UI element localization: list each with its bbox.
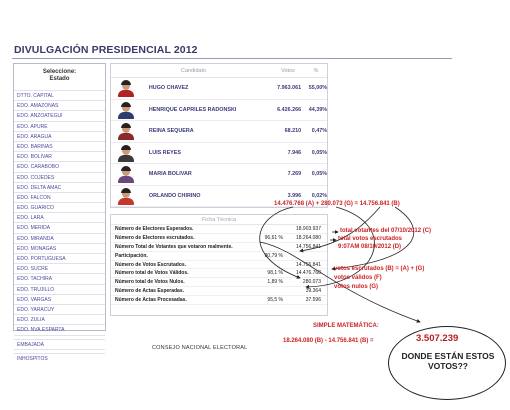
technical-sheet-row <box>111 252 327 261</box>
sidebar-item-state[interactable]: EDO. BARINAS <box>14 141 105 151</box>
sidebar-item-state[interactable]: EDO. CARABOBO <box>14 161 105 171</box>
sidebar-item-state[interactable]: EDO. COJEDES <box>14 172 105 182</box>
sidebar-item-state[interactable]: EDO. FALCON <box>14 192 105 202</box>
candidate-percent: 0,05% <box>311 149 327 156</box>
page-title: DIVULGACIÓN PRESIDENCIAL 2012 <box>14 44 198 56</box>
technical-sheet-value: 18.264.080 <box>295 234 321 241</box>
candidate-votes: 6.426.266 <box>277 106 302 113</box>
candidate-percent: 0,47% <box>311 128 327 135</box>
sidebar-item-state[interactable]: EDO. BOLIVAR <box>14 151 105 161</box>
technical-sheet-row <box>111 234 327 243</box>
candidate-photo <box>117 187 135 205</box>
annotation-formula-top: 14.476.768 (A) + 280.073 (G) = 14.756.841 (B) <box>274 201 400 207</box>
candidate-votes: 68.210 <box>284 128 302 135</box>
technical-sheet-label: Número de Electores Esperados. <box>115 225 194 232</box>
technical-sheet-pct: 95,5 % <box>267 297 283 304</box>
sidebar-item-state[interactable]: EDO. SUCRE <box>14 263 105 273</box>
candidate-percent: 0,05% <box>311 171 327 178</box>
sidebar-item-state[interactable]: EDO. YARACUY <box>14 304 105 314</box>
candidate-table-header <box>111 64 327 78</box>
sidebar-item-state[interactable]: EDO. MERIDA <box>14 222 105 232</box>
technical-sheet-value: 14.476.768 <box>295 270 321 277</box>
annotation-timestamp: 9:07AM 08/10/2012 (D) <box>338 244 402 250</box>
technical-sheet-label: Número Total de Votantes que votaron realmente. <box>115 243 233 250</box>
technical-sheet-value: 14.756.841 <box>295 261 321 268</box>
sidebar-item-state[interactable]: EDO. TACHIRA <box>14 273 105 283</box>
technical-sheet-value: 18.903.937 <box>295 225 321 232</box>
technical-sheet-label: Número de Votos Escrutados. <box>115 261 187 268</box>
technical-sheet-value: 14.756.841 <box>295 243 321 250</box>
candidate-photo <box>117 144 135 162</box>
candidate-votes: 7.269 <box>287 171 302 178</box>
technical-sheet-row <box>111 243 327 252</box>
state-sidebar <box>13 63 106 362</box>
candidate-name: REINA SEQUERA <box>148 128 194 135</box>
technical-sheet-row <box>111 287 327 296</box>
sidebar-item-state[interactable]: EDO. PORTUGUESA <box>14 253 105 263</box>
sidebar-item-state[interactable]: EDO. APURE <box>14 121 105 131</box>
candidate-percent: 44,39% <box>308 106 327 113</box>
candidate-name: LUIS REYES <box>148 149 181 156</box>
technical-sheet-label: Número total de Votos Válidos. <box>115 270 189 277</box>
sidebar-item-list <box>14 90 105 363</box>
header-candidate: Candidato <box>181 67 207 74</box>
technical-sheet <box>110 214 328 316</box>
technical-sheet-row <box>111 225 327 234</box>
sidebar-item-state[interactable]: EDO. ZULIA <box>14 314 105 324</box>
sidebar-item-state[interactable]: EDO. TRUJILLO <box>14 284 105 294</box>
technical-sheet-value: 280.073 <box>302 279 321 286</box>
candidate-results-table <box>110 63 328 208</box>
candidate-name: MARIA BOLIVAR <box>148 171 192 178</box>
technical-sheet-pct: 80,79 % <box>264 252 283 259</box>
candidate-row <box>111 100 327 122</box>
sidebar-item-state[interactable]: EDO. DELTA AMAC <box>14 182 105 192</box>
technical-sheet-rows <box>111 225 327 305</box>
technical-sheet-label: Número de Actas Procesadas. <box>115 297 187 304</box>
sidebar-item-state[interactable]: EDO. AMAZONAS <box>14 100 105 110</box>
technical-sheet-label: Número total de Votos Nulos. <box>115 279 185 286</box>
annotation-result: 3.507.239 <box>416 333 459 344</box>
technical-sheet-pct: 98,1 % <box>267 270 283 277</box>
annotation-total-escrutados: total votos escrutados <box>338 236 403 242</box>
candidate-rows <box>111 78 327 207</box>
candidate-name: HUGO CHAVEZ <box>148 85 189 92</box>
technical-sheet-pct: 96,61 % <box>264 234 283 241</box>
candidate-percent: 55,00% <box>308 85 327 92</box>
sidebar-item-extra[interactable]: INHOSPITOS <box>14 353 105 363</box>
technical-sheet-row <box>111 278 327 287</box>
candidate-row <box>111 121 327 143</box>
technical-sheet-label: Número de Electores escrutados. <box>115 234 195 241</box>
annotation-question: DONDE ESTÁN ESTOS VOTOS?? <box>401 351 495 371</box>
footer-credit: CONSEJO NACIONAL ELECTORAL <box>152 345 248 351</box>
technical-sheet-row <box>111 269 327 278</box>
title-divider <box>12 58 452 59</box>
sidebar-item-state[interactable]: EDO. NVA.ESPARTA <box>14 324 105 334</box>
candidate-photo <box>117 165 135 183</box>
sidebar-item-state[interactable]: EDO. ANZOATEGUI <box>14 110 105 120</box>
header-percent: % <box>313 67 319 74</box>
annotation-votos-escrutados: votos escrutados (B) = (A) + (G) <box>334 266 425 272</box>
candidate-votes: 3.996 <box>287 192 302 199</box>
sidebar-item-state[interactable]: EDO. ARAGUA <box>14 131 105 141</box>
candidate-name: HENRIQUE CAPRILES RADONSKI <box>148 106 237 113</box>
technical-sheet-row <box>111 261 327 270</box>
sidebar-item-state[interactable]: EDO. LARA <box>14 212 105 222</box>
technical-sheet-label: Participación. <box>115 252 148 259</box>
candidate-photo <box>117 79 135 97</box>
sidebar-item-state[interactable]: EDO. MONAGAS <box>14 243 105 253</box>
candidate-row <box>111 143 327 165</box>
technical-sheet-title: Ficha Técnica <box>111 215 327 225</box>
technical-sheet-row <box>111 296 327 305</box>
sidebar-item-extra[interactable]: EMBAJADA <box>14 339 105 349</box>
candidate-percent: 0,02% <box>311 192 327 199</box>
sidebar-heading-line2: Estado <box>49 76 70 82</box>
sidebar-item-state[interactable]: EDO. MIRANDA <box>14 233 105 243</box>
sidebar-item-state[interactable]: DTTO. CAPITAL <box>14 90 105 100</box>
annotation-simple-math: SIMPLE MATEMÁTICA: <box>313 323 379 329</box>
technical-sheet-label: Número de Actas Esperadas. <box>115 288 185 295</box>
sidebar-heading-line1: Seleccione: <box>42 69 77 75</box>
candidate-row <box>111 164 327 186</box>
sidebar-heading <box>14 64 105 90</box>
candidate-votes: 7.946 <box>287 149 302 156</box>
candidate-name: ORLANDO CHIRINO <box>148 192 201 199</box>
candidate-row <box>111 78 327 100</box>
annotation-total-votantes: total votantes del 07/10/2012 (C) <box>340 228 432 234</box>
candidate-votes: 7.963.061 <box>277 85 302 92</box>
technical-sheet-value: 39.364 <box>305 288 321 295</box>
technical-sheet-value: 37.596 <box>305 297 321 304</box>
header-votes: Votos <box>281 67 295 74</box>
technical-sheet-pct: 1,89 % <box>267 279 283 286</box>
sidebar-item-state[interactable]: EDO. VARGAS <box>14 294 105 304</box>
annotation-votos-validos: votos válidos (F) <box>334 275 382 281</box>
candidate-photo <box>117 122 135 140</box>
annotation-subtraction: 18.264.080 (B) - 14.756.841 (B) = <box>283 338 374 344</box>
annotation-votos-nulos: votos nulos (G) <box>334 284 378 290</box>
sidebar-item-state[interactable]: EDO. GUARICO <box>14 202 105 212</box>
candidate-photo <box>117 101 135 119</box>
